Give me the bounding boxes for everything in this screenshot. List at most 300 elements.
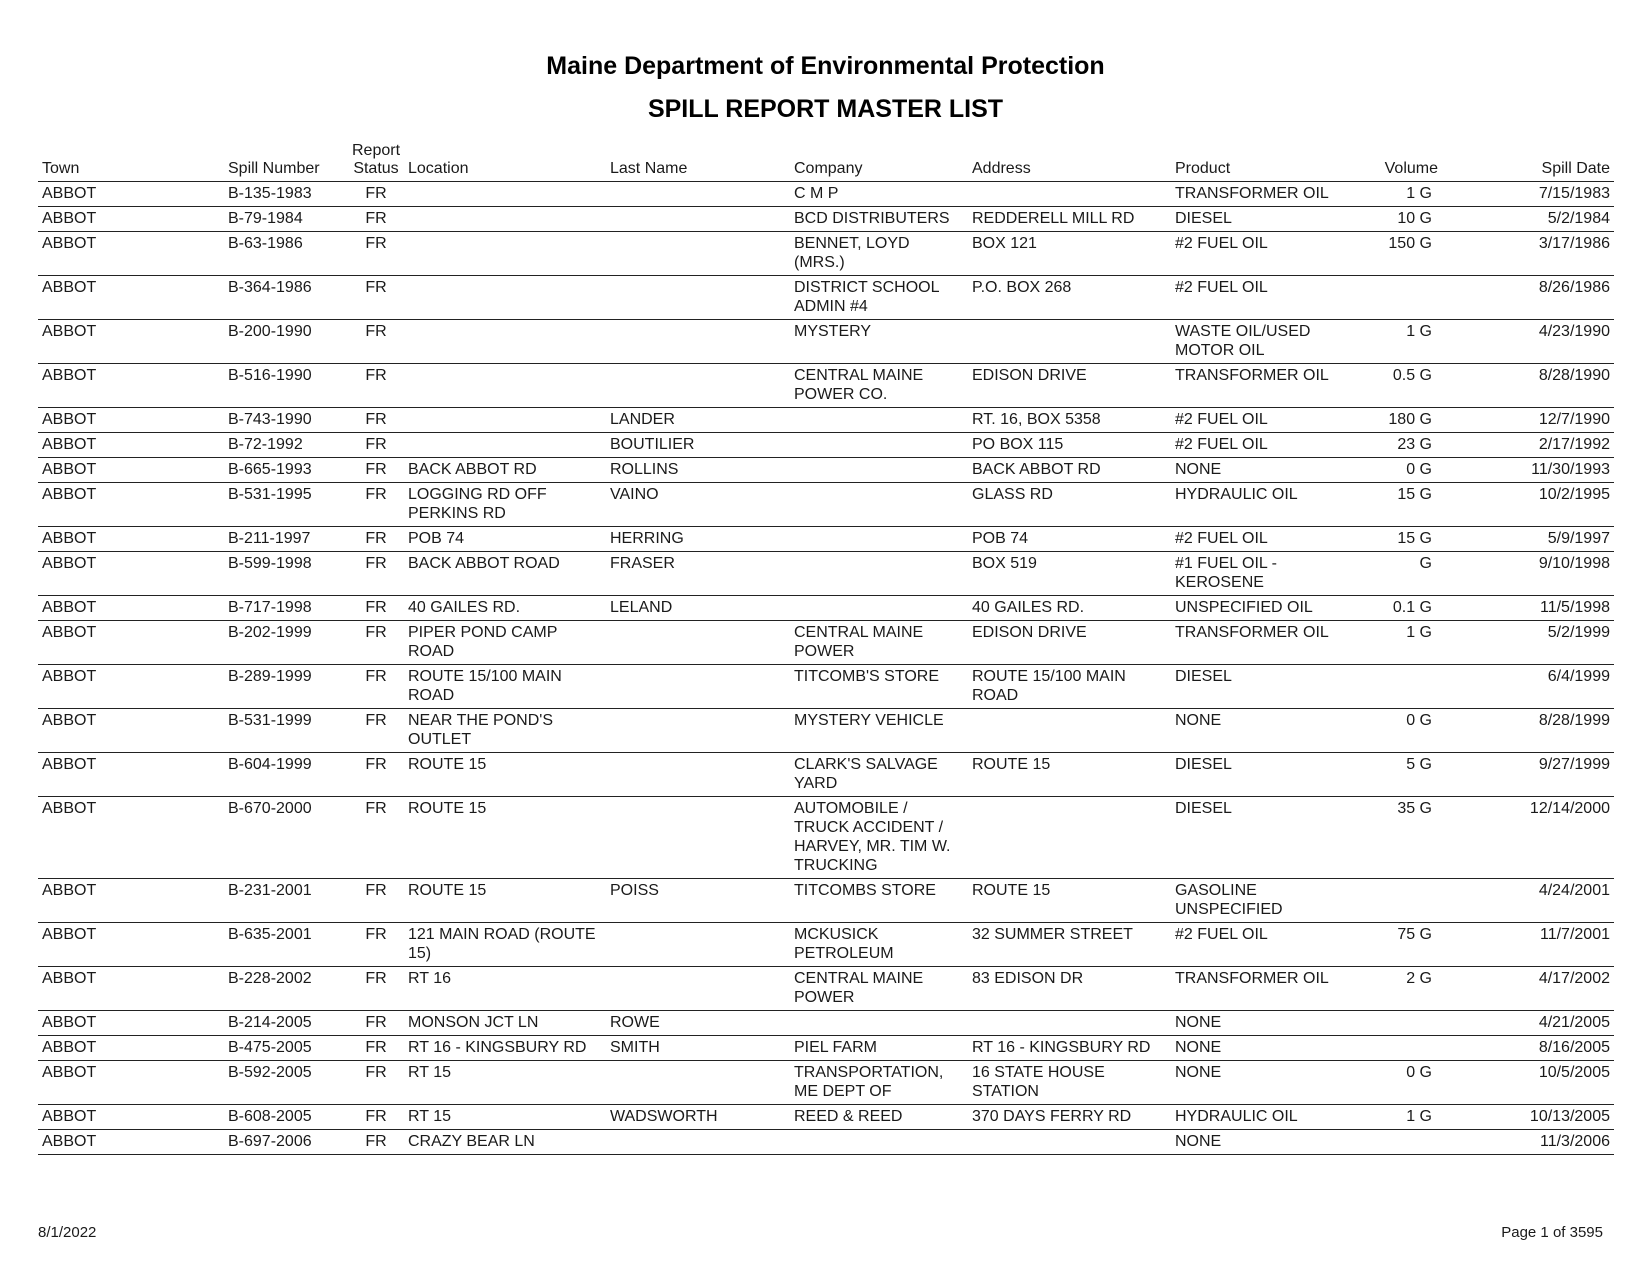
cell-last-name: WADSWORTH: [606, 1105, 790, 1130]
cell-report-status: FR: [348, 1011, 404, 1036]
cell-report-status: FR: [348, 665, 404, 709]
table-row: [38, 1061, 1614, 1105]
cell-spill-date: 4/24/2001: [1442, 879, 1614, 923]
cell-company: [790, 458, 968, 483]
cell-product: TRANSFORMER OIL: [1171, 182, 1354, 207]
cell-spill-number: B-475-2005: [224, 1036, 348, 1061]
cell-address: P.O. BOX 268: [968, 276, 1171, 320]
cell-report-status: FR: [348, 276, 404, 320]
cell-product: DIESEL: [1171, 797, 1354, 879]
cell-address: 16 STATE HOUSE STATION: [968, 1061, 1171, 1105]
cell-company: [790, 408, 968, 433]
table-row: [38, 797, 1614, 879]
cell-report-status: FR: [348, 1105, 404, 1130]
cell-product: TRANSFORMER OIL: [1171, 967, 1354, 1011]
cell-town: ABBOT: [38, 596, 224, 621]
table-body: [38, 182, 1614, 1155]
cell-last-name: [606, 364, 790, 408]
cell-town: ABBOT: [38, 1130, 224, 1155]
cell-spill-date: 11/3/2006: [1442, 1130, 1614, 1155]
cell-report-status: FR: [348, 320, 404, 364]
cell-last-name: BOUTILIER: [606, 433, 790, 458]
cell-volume: 150 G: [1354, 232, 1442, 276]
cell-volume: [1354, 276, 1442, 320]
cell-town: ABBOT: [38, 797, 224, 879]
cell-spill-number: B-635-2001: [224, 923, 348, 967]
cell-last-name: [606, 923, 790, 967]
table-row: [38, 1105, 1614, 1130]
col-header-report-status-line1: Report: [352, 142, 401, 159]
footer-date: 8/1/2022: [38, 1224, 97, 1241]
cell-location: CRAZY BEAR LN: [404, 1130, 606, 1155]
cell-spill-number: B-516-1990: [224, 364, 348, 408]
cell-town: ABBOT: [38, 1105, 224, 1130]
cell-last-name: POISS: [606, 879, 790, 923]
cell-location: NEAR THE POND'S OUTLET: [404, 709, 606, 753]
cell-spill-number: B-717-1998: [224, 596, 348, 621]
footer-page-number: Page 1 of 3595: [1501, 1224, 1603, 1241]
table-row: [38, 232, 1614, 276]
cell-report-status: FR: [348, 364, 404, 408]
cell-spill-date: 11/5/1998: [1442, 596, 1614, 621]
cell-spill-number: B-531-1995: [224, 483, 348, 527]
cell-volume: 0 G: [1354, 709, 1442, 753]
cell-volume: 23 G: [1354, 433, 1442, 458]
table-row: [38, 207, 1614, 232]
table-row: [38, 483, 1614, 527]
cell-town: ABBOT: [38, 458, 224, 483]
cell-spill-number: B-531-1999: [224, 709, 348, 753]
cell-company: C M P: [790, 182, 968, 207]
cell-town: ABBOT: [38, 527, 224, 552]
cell-town: ABBOT: [38, 232, 224, 276]
cell-volume: 180 G: [1354, 408, 1442, 433]
cell-address: ROUTE 15: [968, 879, 1171, 923]
cell-report-status: FR: [348, 552, 404, 596]
cell-product: HYDRAULIC OIL: [1171, 1105, 1354, 1130]
cell-address: EDISON DRIVE: [968, 621, 1171, 665]
cell-last-name: [606, 621, 790, 665]
cell-town: ABBOT: [38, 408, 224, 433]
cell-address: [968, 320, 1171, 364]
cell-last-name: [606, 753, 790, 797]
cell-last-name: [606, 665, 790, 709]
cell-product: NONE: [1171, 458, 1354, 483]
cell-report-status: FR: [348, 1036, 404, 1061]
cell-spill-number: B-202-1999: [224, 621, 348, 665]
cell-town: ABBOT: [38, 1036, 224, 1061]
cell-product: NONE: [1171, 1036, 1354, 1061]
cell-product: #2 FUEL OIL: [1171, 408, 1354, 433]
cell-volume: 10 G: [1354, 207, 1442, 232]
cell-town: ABBOT: [38, 276, 224, 320]
cell-product: DIESEL: [1171, 753, 1354, 797]
cell-address: PO BOX 115: [968, 433, 1171, 458]
cell-spill-number: B-231-2001: [224, 879, 348, 923]
cell-location: [404, 207, 606, 232]
cell-product: WASTE OIL/USED MOTOR OIL: [1171, 320, 1354, 364]
table-row: [38, 527, 1614, 552]
cell-last-name: ROLLINS: [606, 458, 790, 483]
col-header-last-name: Last Name: [606, 142, 790, 182]
cell-volume: 0.1 G: [1354, 596, 1442, 621]
cell-volume: 75 G: [1354, 923, 1442, 967]
cell-company: CLARK'S SALVAGE YARD: [790, 753, 968, 797]
cell-town: ABBOT: [38, 1061, 224, 1105]
cell-location: POB 74: [404, 527, 606, 552]
cell-location: RT 16: [404, 967, 606, 1011]
cell-town: ABBOT: [38, 483, 224, 527]
col-header-town: Town: [38, 142, 224, 182]
cell-location: [404, 276, 606, 320]
agency-title: Maine Department of Environmental Protection: [546, 52, 1105, 80]
cell-last-name: [606, 182, 790, 207]
cell-location: [404, 182, 606, 207]
table-row: [38, 596, 1614, 621]
cell-address: EDISON DRIVE: [968, 364, 1171, 408]
table-row: [38, 320, 1614, 364]
cell-report-status: FR: [348, 232, 404, 276]
table-row: [38, 408, 1614, 433]
cell-volume: 1 G: [1354, 621, 1442, 665]
cell-spill-number: B-72-1992: [224, 433, 348, 458]
cell-address: RT 16 - KINGSBURY RD: [968, 1036, 1171, 1061]
cell-town: ABBOT: [38, 753, 224, 797]
cell-report-status: FR: [348, 483, 404, 527]
cell-product: #2 FUEL OIL: [1171, 923, 1354, 967]
col-header-report-status-line2: Status: [353, 160, 399, 177]
col-header-spill-date: Spill Date: [1442, 142, 1614, 182]
table-row: [38, 753, 1614, 797]
cell-last-name: [606, 797, 790, 879]
cell-address: [968, 182, 1171, 207]
cell-volume: 1 G: [1354, 320, 1442, 364]
cell-location: [404, 364, 606, 408]
cell-volume: 0 G: [1354, 1061, 1442, 1105]
cell-address: GLASS RD: [968, 483, 1171, 527]
cell-spill-date: 5/2/1999: [1442, 621, 1614, 665]
cell-spill-number: B-211-1997: [224, 527, 348, 552]
cell-spill-number: B-63-1986: [224, 232, 348, 276]
cell-town: ABBOT: [38, 621, 224, 665]
cell-volume: 0.5 G: [1354, 364, 1442, 408]
cell-last-name: VAINO: [606, 483, 790, 527]
cell-company: DISTRICT SCHOOL ADMIN #4: [790, 276, 968, 320]
cell-company: MYSTERY: [790, 320, 968, 364]
cell-town: ABBOT: [38, 552, 224, 596]
cell-spill-number: B-743-1990: [224, 408, 348, 433]
cell-company: CENTRAL MAINE POWER: [790, 621, 968, 665]
cell-last-name: LANDER: [606, 408, 790, 433]
cell-product: NONE: [1171, 1130, 1354, 1155]
cell-spill-number: B-697-2006: [224, 1130, 348, 1155]
table-row: [38, 433, 1614, 458]
cell-company: [790, 1011, 968, 1036]
cell-address: BOX 519: [968, 552, 1171, 596]
cell-spill-number: B-135-1983: [224, 182, 348, 207]
cell-volume: [1354, 1011, 1442, 1036]
cell-address: [968, 797, 1171, 879]
cell-volume: [1354, 1130, 1442, 1155]
cell-report-status: FR: [348, 1130, 404, 1155]
cell-spill-date: 10/13/2005: [1442, 1105, 1614, 1130]
cell-last-name: [606, 1130, 790, 1155]
cell-product: #2 FUEL OIL: [1171, 276, 1354, 320]
cell-report-status: FR: [348, 207, 404, 232]
cell-last-name: FRASER: [606, 552, 790, 596]
report-title: SPILL REPORT MASTER LIST: [647, 95, 1004, 123]
cell-spill-number: B-599-1998: [224, 552, 348, 596]
cell-last-name: [606, 207, 790, 232]
col-header-address: Address: [968, 142, 1171, 182]
cell-spill-date: 9/10/1998: [1442, 552, 1614, 596]
cell-company: [790, 1130, 968, 1155]
cell-spill-date: 8/28/1990: [1442, 364, 1614, 408]
cell-spill-date: 10/5/2005: [1442, 1061, 1614, 1105]
cell-company: BCD DISTRIBUTERS: [790, 207, 968, 232]
cell-location: RT 15: [404, 1061, 606, 1105]
cell-spill-date: 8/26/1986: [1442, 276, 1614, 320]
cell-spill-date: 7/15/1983: [1442, 182, 1614, 207]
cell-company: BENNET, LOYD (MRS.): [790, 232, 968, 276]
col-header-spill-number: Spill Number: [224, 142, 348, 182]
cell-town: ABBOT: [38, 182, 224, 207]
cell-address: [968, 1130, 1171, 1155]
cell-product: DIESEL: [1171, 207, 1354, 232]
cell-product: GASOLINE UNSPECIFIED: [1171, 879, 1354, 923]
cell-town: ABBOT: [38, 923, 224, 967]
cell-report-status: FR: [348, 753, 404, 797]
cell-product: DIESEL: [1171, 665, 1354, 709]
cell-company: PIEL FARM: [790, 1036, 968, 1061]
cell-town: ABBOT: [38, 709, 224, 753]
table-header-row: [38, 142, 1614, 182]
cell-address: 40 GAILES RD.: [968, 596, 1171, 621]
cell-address: 83 EDISON DR: [968, 967, 1171, 1011]
cell-spill-date: 4/21/2005: [1442, 1011, 1614, 1036]
cell-company: TRANSPORTATION, ME DEPT OF: [790, 1061, 968, 1105]
cell-company: TITCOMBS STORE: [790, 879, 968, 923]
cell-location: LOGGING RD OFF PERKINS RD: [404, 483, 606, 527]
cell-report-status: FR: [348, 621, 404, 665]
cell-spill-number: B-228-2002: [224, 967, 348, 1011]
cell-last-name: [606, 276, 790, 320]
cell-spill-date: 4/17/2002: [1442, 967, 1614, 1011]
col-header-report-status: [348, 142, 404, 182]
cell-last-name: [606, 709, 790, 753]
cell-report-status: FR: [348, 182, 404, 207]
cell-volume: G: [1354, 552, 1442, 596]
cell-report-status: FR: [348, 596, 404, 621]
cell-spill-number: B-665-1993: [224, 458, 348, 483]
cell-product: #2 FUEL OIL: [1171, 527, 1354, 552]
table-row: [38, 552, 1614, 596]
cell-volume: 1 G: [1354, 1105, 1442, 1130]
table-row: [38, 967, 1614, 1011]
cell-spill-date: 3/17/1986: [1442, 232, 1614, 276]
cell-location: RT 15: [404, 1105, 606, 1130]
cell-address: 32 SUMMER STREET: [968, 923, 1171, 967]
table-row: [38, 665, 1614, 709]
cell-address: ROUTE 15: [968, 753, 1171, 797]
cell-location: ROUTE 15: [404, 879, 606, 923]
cell-volume: 15 G: [1354, 483, 1442, 527]
cell-town: ABBOT: [38, 207, 224, 232]
cell-company: [790, 483, 968, 527]
cell-product: NONE: [1171, 1061, 1354, 1105]
cell-product: #2 FUEL OIL: [1171, 433, 1354, 458]
cell-location: BACK ABBOT RD: [404, 458, 606, 483]
cell-spill-date: 12/14/2000: [1442, 797, 1614, 879]
cell-spill-number: B-79-1984: [224, 207, 348, 232]
cell-report-status: FR: [348, 967, 404, 1011]
table-row: [38, 182, 1614, 207]
cell-spill-number: B-289-1999: [224, 665, 348, 709]
cell-address: BACK ABBOT RD: [968, 458, 1171, 483]
table-row: [38, 276, 1614, 320]
cell-address: ROUTE 15/100 MAIN ROAD: [968, 665, 1171, 709]
table-row: [38, 923, 1614, 967]
table-row: [38, 364, 1614, 408]
cell-volume: [1354, 1036, 1442, 1061]
cell-volume: 35 G: [1354, 797, 1442, 879]
cell-company: TITCOMB'S STORE: [790, 665, 968, 709]
cell-address: POB 74: [968, 527, 1171, 552]
col-header-product: Product: [1171, 142, 1354, 182]
cell-town: ABBOT: [38, 433, 224, 458]
cell-location: RT 16 - KINGSBURY RD: [404, 1036, 606, 1061]
cell-company: [790, 433, 968, 458]
cell-address: [968, 709, 1171, 753]
cell-last-name: [606, 320, 790, 364]
cell-volume: 5 G: [1354, 753, 1442, 797]
cell-last-name: [606, 1061, 790, 1105]
cell-location: ROUTE 15/100 MAIN ROAD: [404, 665, 606, 709]
cell-volume: [1354, 879, 1442, 923]
cell-company: [790, 527, 968, 552]
cell-product: #2 FUEL OIL: [1171, 232, 1354, 276]
cell-report-status: FR: [348, 433, 404, 458]
spill-table: [38, 142, 1614, 1155]
table-row: [38, 879, 1614, 923]
cell-spill-date: 9/27/1999: [1442, 753, 1614, 797]
cell-spill-date: 6/4/1999: [1442, 665, 1614, 709]
cell-town: ABBOT: [38, 364, 224, 408]
col-header-volume: Volume: [1354, 142, 1442, 182]
cell-company: AUTOMOBILE / TRUCK ACCIDENT / HARVEY, MR. TIM W. TRUCKING: [790, 797, 968, 879]
cell-product: TRANSFORMER OIL: [1171, 364, 1354, 408]
table-row: [38, 458, 1614, 483]
cell-spill-date: 8/16/2005: [1442, 1036, 1614, 1061]
cell-spill-number: B-670-2000: [224, 797, 348, 879]
cell-company: CENTRAL MAINE POWER: [790, 967, 968, 1011]
cell-location: 121 MAIN ROAD (ROUTE 15): [404, 923, 606, 967]
cell-report-status: FR: [348, 408, 404, 433]
cell-volume: [1354, 665, 1442, 709]
cell-report-status: FR: [348, 879, 404, 923]
cell-last-name: HERRING: [606, 527, 790, 552]
cell-location: [404, 320, 606, 364]
cell-volume: 0 G: [1354, 458, 1442, 483]
cell-volume: 1 G: [1354, 182, 1442, 207]
cell-spill-number: B-214-2005: [224, 1011, 348, 1036]
cell-product: HYDRAULIC OIL: [1171, 483, 1354, 527]
cell-location: [404, 232, 606, 276]
table-row: [38, 1130, 1614, 1155]
cell-last-name: ROWE: [606, 1011, 790, 1036]
table-row: [38, 1036, 1614, 1061]
cell-product: UNSPECIFIED OIL: [1171, 596, 1354, 621]
cell-report-status: FR: [348, 458, 404, 483]
cell-spill-date: 11/7/2001: [1442, 923, 1614, 967]
cell-spill-date: 5/2/1984: [1442, 207, 1614, 232]
table-row: [38, 1011, 1614, 1036]
cell-location: MONSON JCT LN: [404, 1011, 606, 1036]
col-header-company: Company: [790, 142, 968, 182]
cell-report-status: FR: [348, 923, 404, 967]
cell-town: ABBOT: [38, 1011, 224, 1036]
cell-address: [968, 1011, 1171, 1036]
cell-product: NONE: [1171, 709, 1354, 753]
cell-location: 40 GAILES RD.: [404, 596, 606, 621]
cell-spill-number: B-364-1986: [224, 276, 348, 320]
cell-spill-date: 4/23/1990: [1442, 320, 1614, 364]
cell-last-name: SMITH: [606, 1036, 790, 1061]
cell-spill-number: B-604-1999: [224, 753, 348, 797]
cell-last-name: [606, 967, 790, 1011]
col-header-location: Location: [404, 142, 606, 182]
cell-address: REDDERELL MILL RD: [968, 207, 1171, 232]
cell-spill-date: 12/7/1990: [1442, 408, 1614, 433]
cell-address: BOX 121: [968, 232, 1171, 276]
cell-volume: 15 G: [1354, 527, 1442, 552]
table-row: [38, 709, 1614, 753]
cell-location: BACK ABBOT ROAD: [404, 552, 606, 596]
cell-spill-date: 11/30/1993: [1442, 458, 1614, 483]
cell-product: TRANSFORMER OIL: [1171, 621, 1354, 665]
cell-last-name: [606, 232, 790, 276]
cell-product: #1 FUEL OIL - KEROSENE: [1171, 552, 1354, 596]
table-row: [38, 621, 1614, 665]
cell-location: ROUTE 15: [404, 753, 606, 797]
cell-spill-number: B-200-1990: [224, 320, 348, 364]
cell-company: [790, 596, 968, 621]
cell-town: ABBOT: [38, 879, 224, 923]
cell-location: [404, 433, 606, 458]
cell-town: ABBOT: [38, 967, 224, 1011]
cell-volume: 2 G: [1354, 967, 1442, 1011]
cell-report-status: FR: [348, 797, 404, 879]
cell-spill-date: 2/17/1992: [1442, 433, 1614, 458]
cell-location: ROUTE 15: [404, 797, 606, 879]
cell-company: REED & REED: [790, 1105, 968, 1130]
cell-address: 370 DAYS FERRY RD: [968, 1105, 1171, 1130]
cell-company: CENTRAL MAINE POWER CO.: [790, 364, 968, 408]
cell-company: MYSTERY VEHICLE: [790, 709, 968, 753]
cell-spill-date: 5/9/1997: [1442, 527, 1614, 552]
cell-report-status: FR: [348, 527, 404, 552]
cell-spill-date: 10/2/1995: [1442, 483, 1614, 527]
cell-last-name: LELAND: [606, 596, 790, 621]
cell-spill-number: B-592-2005: [224, 1061, 348, 1105]
cell-company: [790, 552, 968, 596]
cell-town: ABBOT: [38, 665, 224, 709]
cell-location: PIPER POND CAMP ROAD: [404, 621, 606, 665]
cell-report-status: FR: [348, 1061, 404, 1105]
cell-town: ABBOT: [38, 320, 224, 364]
cell-location: [404, 408, 606, 433]
cell-report-status: FR: [348, 709, 404, 753]
